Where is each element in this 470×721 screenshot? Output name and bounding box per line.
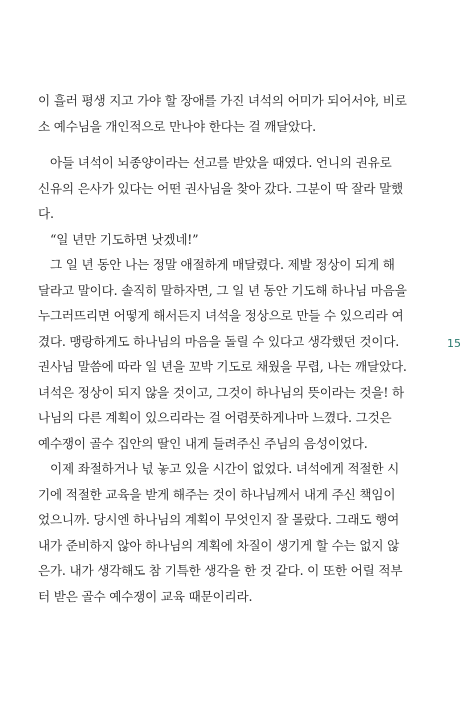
text-line: 아들 녀석이 뇌종양이라는 선고를 받았을 때였다. 언니의 권유로 <box>50 155 392 170</box>
text-line: 녀석은 정상이 되지 않을 것이고, 그것이 하나님의 뜻이라는 것을! 하 <box>38 384 404 400</box>
text-line: 이 흘러 평생 지고 가야 할 장애를 가진 녀석의 어미가 되어서야, 비로 <box>38 93 407 108</box>
text-line: 이제 좌절하거나 넋 놓고 있을 시간이 없었다. 녀석에게 적절한 시 <box>50 461 400 476</box>
text-line: 신유의 은사가 있다는 어떤 권사님을 찾아 갔다. 그분이 딱 잘라 말했 <box>38 180 403 196</box>
text-line: 달라고 말이다. 솔직히 말하자면, 그 일 년 동안 기도해 하나님 마음을 <box>38 282 407 298</box>
text-line: 기에 적절한 교육을 받게 해주는 것이 하나님께서 내게 주신 책임이 <box>38 486 396 502</box>
text-line: 다. <box>38 206 54 221</box>
text-line: 었으니까. 당시엔 하나님의 계획이 무엇인지 잘 몰랐다. 그래도 행여 <box>38 512 400 527</box>
main-text-body <box>38 150 407 609</box>
text-line: 소 예수님을 개인적으로 만나야 한다는 걸 깨달았다. <box>38 118 316 134</box>
text-line: 예수쟁이 골수 집안의 딸인 내게 들려주신 주님의 음성이었다. <box>38 435 368 451</box>
text-line: 권사님 말씀에 따라 일 년을 꼬박 기도로 채웠을 무렵, 나는 깨달았다. <box>38 359 407 374</box>
page-number: 15 <box>447 337 461 350</box>
text-line: 내가 준비하지 않아 하나님의 계획에 차질이 생기게 할 수는 없지 않 <box>38 537 400 553</box>
text-line: 겼다. 맹랑하게도 하나님의 마음을 돌릴 수 있다고 생각했던 것이다. <box>38 333 400 349</box>
text-line: 나님의 다른 계획이 있으리라는 걸 어렴풋하게나마 느꼈다. 그것은 <box>38 410 392 425</box>
text-line: 은가. 내가 생각해도 참 기특한 생각을 한 것 같다. 이 또한 어릴 적부 <box>38 563 403 578</box>
paragraph-1 <box>38 88 407 139</box>
quote-line: “일 년만 기도하면 낫겠네!” <box>50 231 199 247</box>
text-line: 그 일 년 동안 나는 정말 애절하게 매달렸다. 제발 정상이 되게 해 <box>50 257 395 272</box>
text-line: 누그러뜨리면 어떻게 해서든지 녀석을 정상으로 만들 수 있으리라 여 <box>38 308 404 323</box>
text-line: 터 받은 골수 예수쟁이 교육 때문이리라. <box>38 588 253 604</box>
